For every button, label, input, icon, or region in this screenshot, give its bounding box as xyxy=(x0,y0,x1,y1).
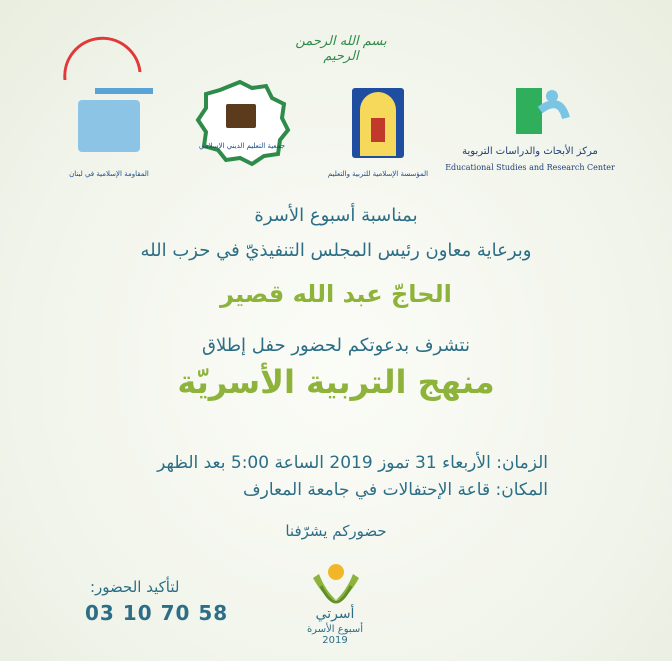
book-icon xyxy=(226,104,256,128)
research-center-logo xyxy=(445,88,615,172)
islamic-institution-logo xyxy=(328,88,428,178)
mid-caption-text: المؤسسة الإسلامية للتربية والتعليم xyxy=(327,170,429,178)
event-place: المكان: قاعة الإحتفالات في جامعة المعارف xyxy=(243,480,548,500)
logo-caption-text: المقاومة الإسلامية في لبنان xyxy=(69,170,149,178)
patron-name: الحاجّ عبد الله قصير xyxy=(220,280,452,308)
honor-line: حضوركم يشرّفنا xyxy=(285,522,387,540)
program-title: منهج التربية الأسريّة xyxy=(177,363,495,401)
basmala-calligraphy: بسم الله الرحمن الرحيم xyxy=(295,34,387,64)
logo-row xyxy=(0,0,672,200)
research-logo-dot xyxy=(546,90,558,102)
logo-emblem-shape xyxy=(78,100,140,152)
rifle-icon xyxy=(95,88,153,94)
rsvp-phone: 03 10 70 58 xyxy=(85,601,229,625)
research-logo-green xyxy=(516,88,542,134)
research-english-text: Educational Studies and Research Center xyxy=(445,163,615,172)
patronage-line: وبرعاية معاون رئيس المجلس التنفيذيّ في حزب الله xyxy=(140,240,532,261)
star-caption-text: جمعية التعليم الديني الإسلامي xyxy=(198,142,286,150)
invitation-line: نتشرف بدعوتكم لحضور حفل إطلاق xyxy=(201,335,470,356)
brand-subtitle: أسبوع الأسرة 2019 xyxy=(306,624,364,646)
occasion-line: بمناسبة أسبوع الأسرة xyxy=(254,205,418,226)
research-arabic-text: مركز الأبحاث والدراسات التربوية xyxy=(462,146,598,157)
research-logo-swoosh xyxy=(540,104,566,118)
logo-arc-red xyxy=(65,38,140,80)
osrati-logo-icon xyxy=(305,560,367,606)
brand-name: أسرتي xyxy=(315,606,355,622)
star-logo xyxy=(198,82,288,164)
tabia-tarbawiya-logo xyxy=(65,38,153,178)
rsvp-label: لتأكيد الحضور: xyxy=(90,578,180,596)
event-time: الزمان: الأربعاء 31 تموز 2019 الساعة 5:00 بعد الظهر xyxy=(157,453,548,473)
sun-icon xyxy=(328,564,344,580)
pen-icon xyxy=(371,118,385,142)
